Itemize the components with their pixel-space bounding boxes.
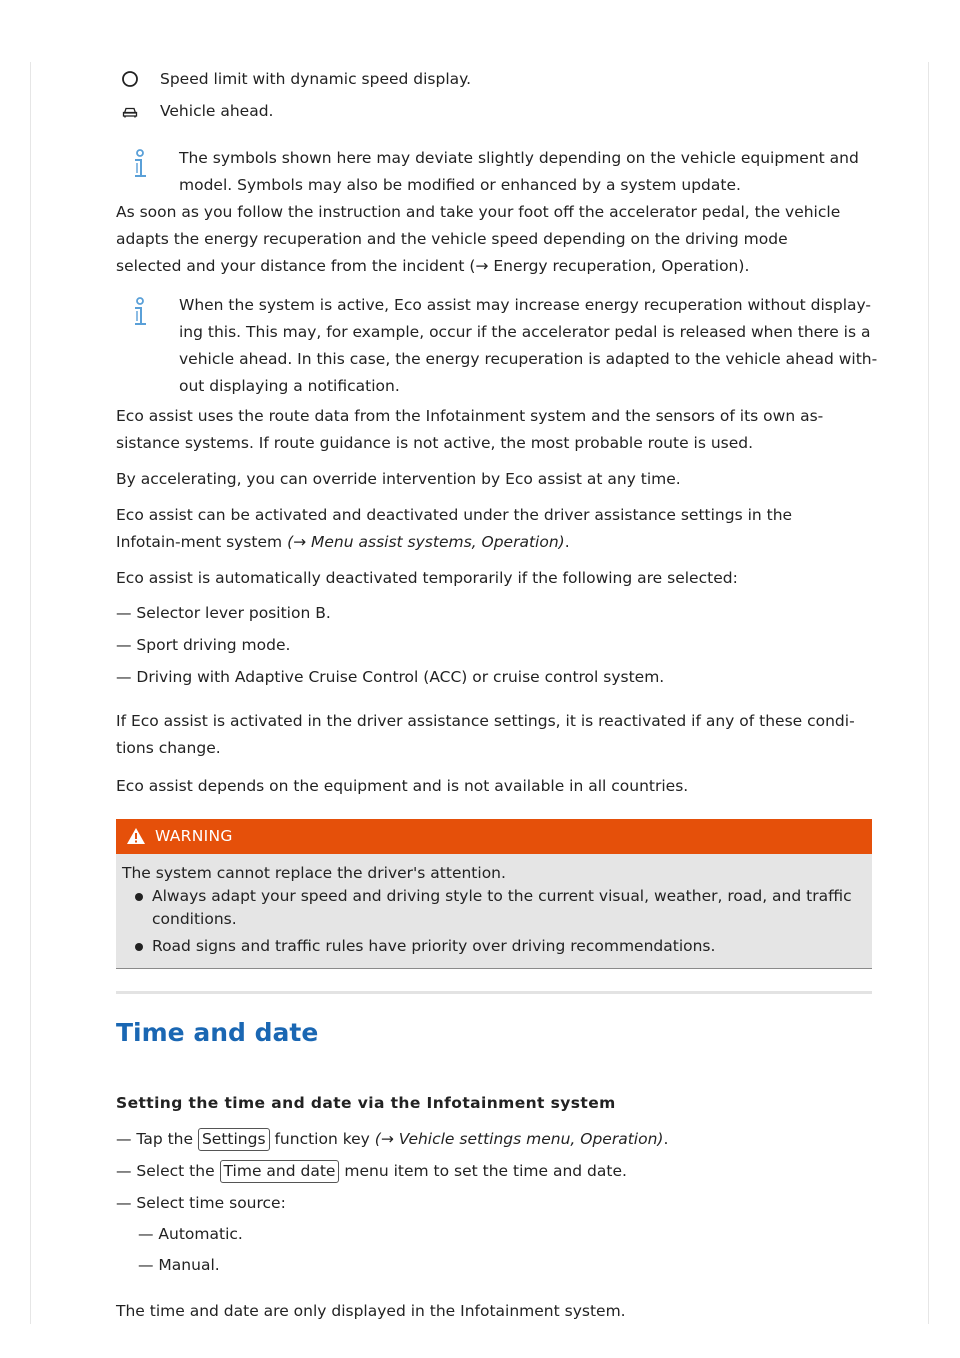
warning-label: WARNING bbox=[155, 827, 233, 845]
arrow-icon: → bbox=[475, 257, 489, 275]
time-and-date-key[interactable]: Time and date bbox=[220, 1160, 340, 1183]
cross-reference-link[interactable]: Energy recuperation, Operation) bbox=[493, 257, 745, 275]
symbol-label: Vehicle ahead. bbox=[160, 102, 274, 120]
paragraph-route bbox=[116, 403, 856, 457]
paragraph-reactivate bbox=[116, 708, 856, 762]
warning-body bbox=[116, 854, 872, 968]
paragraph-activate: Eco assist can be activated and deactivated under the driver assistance settings in the Infotain-ment system (→ Menu assist systems, Operation). bbox=[116, 506, 793, 551]
step-item: — Tap the Settings function key (→ Vehicle settings menu, Operation). bbox=[116, 1126, 668, 1153]
warning-bullet-text: Road signs and traffic rules have priority over driving recommendations. bbox=[152, 937, 716, 955]
page-border-right bbox=[928, 62, 929, 1324]
section-title: Time and date bbox=[116, 1018, 319, 1047]
paragraph-override bbox=[116, 466, 856, 493]
paragraph-auto bbox=[116, 565, 856, 592]
bullet-icon bbox=[135, 943, 143, 951]
list-item: — Driving with Adaptive Cruise Control (ACC) or cruise control system. bbox=[116, 668, 665, 686]
step-item: — Select the Time and date menu item to set the time and date. bbox=[116, 1158, 627, 1185]
list-item: — Automatic. bbox=[138, 1225, 243, 1243]
list-item: — Sport driving mode. bbox=[116, 636, 291, 654]
paragraph-text: Eco assist can be activated and deactivated under the driver assistance settings in the Infotain-ment system bbox=[116, 506, 793, 551]
paragraph-equipment bbox=[116, 773, 856, 800]
symbol-label: Speed limit with dynamic speed display. bbox=[160, 70, 472, 88]
paragraph-adapt: As soon as you follow the instruction and take your foot off the accelerator pedal, the vehicle adapts the energy recuperation and the vehicle speed depending on the driving mode selected and your distance from the incident (→ Energy recuperation, Operation). bbox=[116, 203, 841, 275]
paragraph-text: Eco assist uses the route data from the Infotainment system and the sensors of its own as-sistance systems. If route guidance is not active, the most probable route is used. bbox=[116, 407, 824, 452]
paragraph-closing bbox=[116, 1298, 856, 1325]
speed-limit-circle-icon bbox=[116, 67, 144, 91]
info-note-text: When the system is active, Eco assist may increase energy recuperation without display-ing this. This may, for example, occur if the accelerator pedal is released when there is a vehicle ahead. In this case, the energy recuperation is adapted to the vehicle ahead with-out displaying a notification. bbox=[179, 296, 878, 395]
symbol-row-speed-limit bbox=[116, 67, 876, 91]
list-item: — Selector lever position B. bbox=[116, 604, 331, 622]
page-border-left bbox=[30, 62, 31, 1324]
warning-bullet bbox=[128, 935, 866, 958]
step-item: — Select time source: bbox=[116, 1194, 286, 1212]
paragraph-text: Eco assist depends on the equipment and is not available in all countries. bbox=[116, 777, 689, 795]
info-note bbox=[179, 145, 879, 199]
paragraph-text: The time and date are only displayed in the Infotainment system. bbox=[116, 1302, 626, 1320]
vehicle-ahead-icon bbox=[116, 99, 144, 123]
warning-intro: The system cannot replace the driver's attention. bbox=[122, 864, 506, 882]
bullet-icon bbox=[135, 893, 143, 901]
warning-bullet-text: Always adapt your speed and driving style to the current visual, weather, road, and traffic conditions. bbox=[152, 887, 852, 928]
list-item: — Manual. bbox=[138, 1256, 220, 1274]
symbol-row-vehicle-ahead bbox=[116, 99, 876, 123]
warning-triangle-icon bbox=[126, 827, 146, 845]
paragraph-text: By accelerating, you can override intervention by Eco assist at any time. bbox=[116, 470, 681, 488]
section-divider bbox=[116, 991, 872, 994]
warning-box bbox=[116, 819, 872, 969]
info-icon bbox=[130, 149, 150, 181]
info-icon bbox=[130, 297, 150, 329]
info-note bbox=[179, 292, 879, 400]
settings-key[interactable]: Settings bbox=[198, 1128, 270, 1151]
warning-header bbox=[116, 819, 872, 854]
paragraph-text: If Eco assist is activated in the driver assistance settings, it is reactivated if any of these condi-tions change. bbox=[116, 712, 855, 757]
paragraph-text: As soon as you follow the instruction and take your foot off the accelerator pedal, the vehicle adapts the energy recuperation and the vehicle speed depending on the driving mode selected and your distance from the incident ( bbox=[116, 203, 841, 275]
warning-bullet bbox=[128, 885, 866, 931]
paragraph-text: Eco assist is automatically deactivated temporarily if the following are selected: bbox=[116, 569, 738, 587]
cross-reference-link[interactable]: (→ Menu assist systems, Operation) bbox=[287, 533, 565, 551]
subheading: Setting the time and date via the Infotainment system bbox=[116, 1094, 616, 1112]
cross-reference-link[interactable]: (→ Vehicle settings menu, Operation) bbox=[374, 1130, 664, 1148]
info-note-text: The symbols shown here may deviate slightly depending on the vehicle equipment and model. Symbols may also be modified or enhanced by a system update. bbox=[179, 149, 859, 194]
